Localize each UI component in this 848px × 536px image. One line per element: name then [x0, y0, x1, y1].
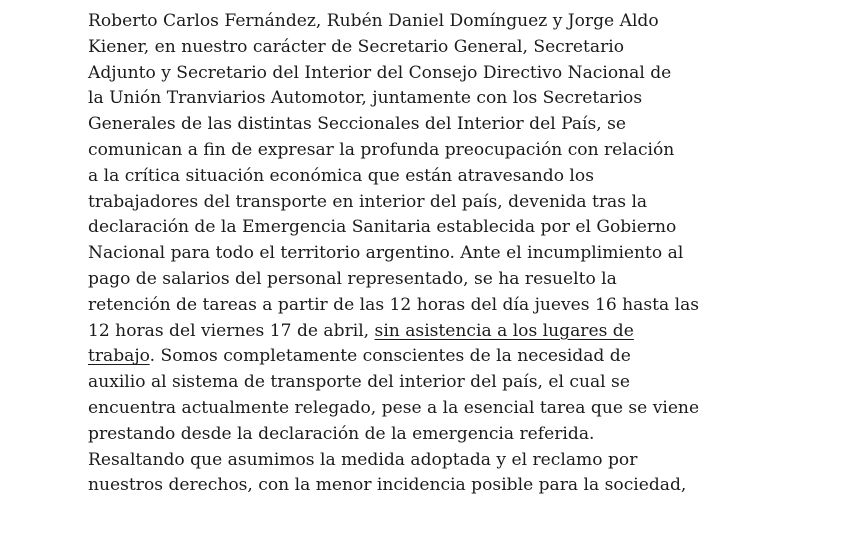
- text-line: auxilio al sistema de transporte del interior del país, el cual se: [88, 372, 630, 393]
- text-line: Generales de las distintas Seccionales del Interior del País, se: [88, 114, 627, 135]
- document-body: [88, 9, 728, 499]
- text-line-underlined: [88, 344, 728, 370]
- text-line: encuentra actualmente relegado, pese a la esencial tarea que se viene: [88, 397, 700, 418]
- text-line: Nacional para todo el territorio argentino. Ante el incumplimiento al: [88, 243, 684, 264]
- text-line: declaración de la Emergencia Sanitaria establecida por el Gobierno: [88, 217, 677, 238]
- text-line: la Unión Tranviarios Automotor, juntamente con los Secretarios: [88, 88, 643, 109]
- text-line: trabajadores del transporte en interior del país, devenida tras la: [88, 191, 648, 212]
- text-line: Kiener, en nuestro carácter de Secretario General, Secretario: [88, 36, 625, 57]
- text-line: nuestros derechos, con la menor incidencia posible para la sociedad,: [88, 475, 687, 496]
- text-segment: 12 horas del viernes 17 de abril,: [88, 320, 375, 341]
- text-line: Resaltando que asumimos la medida adoptada y el reclamo por: [88, 449, 638, 470]
- underlined-text: trabajo: [88, 346, 150, 367]
- text-line-underlined: [88, 319, 728, 345]
- text-line: Roberto Carlos Fernández, Rubén Daniel Domínguez y Jorge Aldo: [88, 11, 659, 31]
- text-segment: . Somos completamente conscientes de la necesidad de: [149, 346, 631, 367]
- text-line: a la crítica situación económica que están atravesando los: [88, 165, 594, 186]
- text-line: retención de tareas a partir de las 12 horas del día jueves 16 hasta las: [88, 294, 700, 315]
- underlined-text: sin asistencia a los lugares de: [374, 320, 634, 341]
- text-line: pago de salarios del personal representado, se ha resuelto la: [88, 268, 617, 289]
- text-line: Adjunto y Secretario del Interior del Consejo Directivo Nacional de: [88, 62, 672, 83]
- text-line: prestando desde la declaración de la emergencia referida.: [88, 423, 595, 444]
- text-line: comunican a fin de expresar la profunda preocupación con relación: [88, 139, 675, 160]
